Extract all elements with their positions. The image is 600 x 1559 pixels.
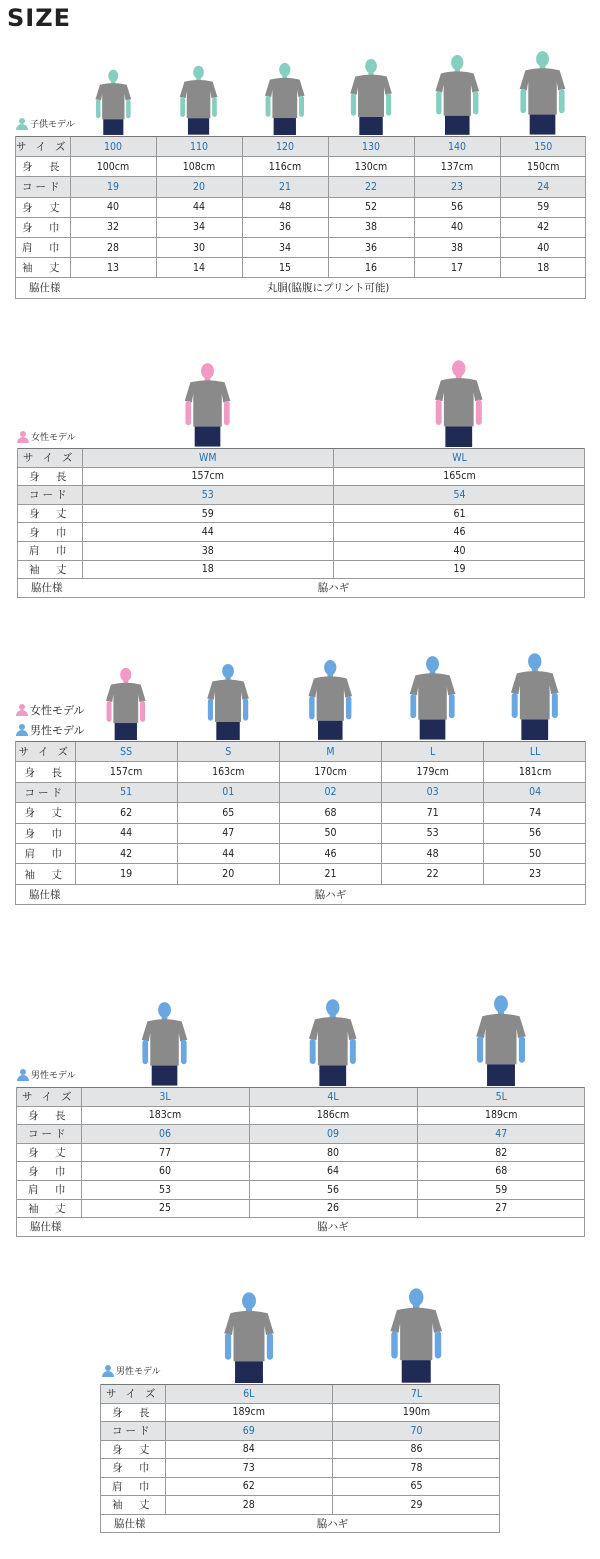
cell-size: 7L [333,1385,501,1404]
row-label-size: サ イ ズ [15,742,75,762]
model-photo [202,662,254,744]
model-photo [218,1290,280,1387]
woman-model-figure [101,666,151,740]
cell-width: 73 [165,1459,333,1478]
row-label-width: 身 巾 [100,1459,165,1478]
cell-height: 137cm [414,157,500,177]
cell-code: 22 [328,177,414,197]
row-label-width: 身 巾 [15,823,75,843]
row-label-height: 身 長 [100,1403,165,1422]
cell-height: 165cm [334,467,586,486]
cell-length: 59 [500,197,586,217]
row-label-height: 身 長 [15,157,70,177]
cell-code: 06 [81,1125,249,1144]
cell-sleeve: 28 [165,1496,333,1515]
cell-height: 186cm [249,1106,417,1125]
row-label-length: 身 丈 [15,197,70,217]
cell-sleeve: 17 [414,258,500,278]
legend-label: 女性モデル [30,704,85,717]
row-label-height: 身 長 [16,1106,81,1125]
cell-sleeve: 26 [249,1199,417,1218]
cell-sleeve: 13 [70,258,156,278]
model-photo [136,1000,193,1090]
cell-length: 61 [334,504,586,523]
cell-code: 03 [382,782,484,802]
cell-size: WM [82,449,334,468]
cell-length: 71 [382,803,484,823]
man-person-icon [17,1069,29,1081]
cell-code: 01 [177,782,279,802]
row-label-shoulder: 肩 巾 [15,237,70,257]
row-label-code: コード [15,177,70,197]
row-label-size: サ イ ズ [15,137,70,157]
kid-model-figure [91,68,136,135]
legend-label: 女性モデル [31,433,76,443]
model-photo [179,361,236,451]
cell-width: 34 [156,217,242,237]
cell-height: 130cm [328,157,414,177]
cell-length: 48 [242,197,328,217]
cell-length: 65 [177,803,279,823]
man-model-figure [202,662,254,740]
cell-code: 09 [249,1125,417,1144]
legend-label: 子供モデル [30,120,75,130]
model-photo [303,658,358,744]
side-seam-note: 脇ハギ [82,579,585,598]
model-photo [470,993,532,1090]
cell-height: 170cm [279,762,381,782]
woman-person-icon [16,704,28,716]
cell-shoulder: 62 [165,1477,333,1496]
side-seam-note: 丸胴(脇腹にプリント可能) [70,278,586,298]
model-photo [514,49,571,139]
cell-height: 181cm [484,762,586,782]
model-photo [91,68,136,139]
model-legend [102,1364,161,1377]
cell-code: 24 [500,177,586,197]
row-label-size: サ イ ズ [100,1385,165,1404]
cell-sleeve: 16 [328,258,414,278]
cell-size: 120 [242,137,328,157]
cell-height: 108cm [156,157,242,177]
row-label-shoulder: 肩 巾 [17,541,82,560]
cell-length: 80 [249,1143,417,1162]
cell-sleeve: 22 [382,864,484,884]
cell-height: 183cm [81,1106,249,1125]
cell-sleeve: 21 [279,864,381,884]
model-legend [17,1068,76,1081]
model-legend [16,722,84,738]
cell-width: 56 [484,823,586,843]
cell-length: 84 [165,1440,333,1459]
model-photo [505,651,565,744]
row-label-note: 脇仕様 [100,1514,165,1533]
cell-shoulder: 40 [500,237,586,257]
cell-code: 23 [414,177,500,197]
cell-length: 82 [417,1143,585,1162]
cell-size: 140 [414,137,500,157]
cell-code: 53 [82,486,334,505]
man-person-icon [102,1365,114,1377]
cell-length: 52 [328,197,414,217]
row-label-size: サ イ ズ [17,449,82,468]
cell-length: 40 [70,197,156,217]
cell-size: SS [75,742,177,762]
cell-width: 53 [382,823,484,843]
cell-sleeve: 14 [156,258,242,278]
cell-size: WL [334,449,586,468]
cell-size: 5L [417,1088,585,1107]
model-legend [16,117,75,130]
man-person-icon [16,724,28,736]
side-seam-note: 脇ハギ [75,884,586,904]
cell-width: 60 [81,1162,249,1181]
model-photo [404,654,461,744]
table-frame [16,1087,585,1236]
cell-width: 44 [82,523,334,542]
row-label-length: 身 丈 [17,504,82,523]
cell-length: 68 [279,803,381,823]
model-photo [303,997,363,1090]
cell-size: S [177,742,279,762]
cell-width: 78 [333,1459,501,1478]
row-label-width: 身 巾 [17,523,82,542]
model-photo [101,666,151,744]
row-label-sleeve: 袖 丈 [17,560,82,579]
cell-size: 4L [249,1088,417,1107]
cell-sleeve: 18 [82,560,334,579]
model-photo [260,61,310,139]
cell-length: 56 [414,197,500,217]
row-label-sleeve: 袖 丈 [100,1496,165,1515]
cell-shoulder: 40 [334,541,586,560]
cell-code: 04 [484,782,586,802]
row-label-width: 身 巾 [15,217,70,237]
cell-width: 50 [279,823,381,843]
cell-height: 189cm [165,1403,333,1422]
cell-sleeve: 25 [81,1199,249,1218]
cell-width: 38 [328,217,414,237]
row-label-height: 身 長 [17,467,82,486]
man-model-figure [218,1290,280,1383]
cell-sleeve: 20 [177,864,279,884]
legend-label: 男性モデル [116,1367,161,1377]
cell-shoulder: 56 [249,1180,417,1199]
cell-code: 69 [165,1422,333,1441]
cell-sleeve: 23 [484,864,586,884]
row-label-code: コード [100,1422,165,1441]
model-legend [17,430,76,443]
cell-sleeve: 19 [334,560,586,579]
page-title: SIZE [7,4,72,32]
man-model-figure [505,651,565,740]
cell-size: 6L [165,1385,333,1404]
kid-person-icon [16,118,28,130]
side-seam-note: 脇ハギ [81,1218,585,1237]
cell-height: 189cm [417,1106,585,1125]
cell-width: 36 [242,217,328,237]
cell-height: 190m [333,1403,501,1422]
cell-sleeve: 27 [417,1199,585,1218]
model-photo [430,53,485,139]
woman-model-figure [179,361,236,447]
cell-size: 150 [500,137,586,157]
row-label-sleeve: 袖 丈 [15,864,75,884]
cell-shoulder: 28 [70,237,156,257]
cell-size: 130 [328,137,414,157]
row-label-width: 身 巾 [16,1162,81,1181]
row-label-code: コード [15,782,75,802]
cell-shoulder: 59 [417,1180,585,1199]
kid-model-figure [345,57,397,135]
cell-code: 54 [334,486,586,505]
row-label-shoulder: 肩 巾 [16,1180,81,1199]
row-label-note: 脇仕様 [15,884,75,904]
row-label-note: 脇仕様 [16,1218,81,1237]
cell-length: 44 [156,197,242,217]
row-label-length: 身 丈 [100,1440,165,1459]
row-label-note: 脇仕様 [17,579,82,598]
cell-width: 64 [249,1162,417,1181]
cell-sleeve: 18 [500,258,586,278]
kid-model-figure [260,61,310,135]
cell-height: 157cm [82,467,334,486]
cell-code: 02 [279,782,381,802]
cell-sleeve: 19 [75,864,177,884]
row-label-note: 脇仕様 [15,278,70,298]
man-model-figure [404,654,461,740]
row-label-shoulder: 肩 巾 [100,1477,165,1496]
cell-shoulder: 46 [279,843,381,863]
cell-shoulder: 53 [81,1180,249,1199]
cell-code: 21 [242,177,328,197]
kid-model-figure [175,64,222,135]
model-legend [16,702,84,718]
cell-width: 47 [177,823,279,843]
cell-length: 62 [75,803,177,823]
cell-width: 46 [334,523,586,542]
man-model-figure [303,658,358,740]
model-photo [175,64,222,139]
man-model-figure [303,997,363,1086]
cell-sleeve: 29 [333,1496,501,1515]
table-frame [100,1384,500,1532]
woman-person-icon [17,431,29,443]
man-model-figure [470,993,532,1086]
cell-length: 86 [333,1440,501,1459]
cell-width: 68 [417,1162,585,1181]
cell-shoulder: 30 [156,237,242,257]
cell-code: 70 [333,1422,501,1441]
row-label-shoulder: 肩 巾 [15,843,75,863]
row-label-code: コード [17,486,82,505]
cell-width: 32 [70,217,156,237]
cell-height: 100cm [70,157,156,177]
cell-shoulder: 65 [333,1477,501,1496]
cell-code: 47 [417,1125,585,1144]
table-frame [15,741,586,904]
row-label-height: 身 長 [15,762,75,782]
cell-size: 110 [156,137,242,157]
model-photo [384,1286,448,1387]
cell-sleeve: 15 [242,258,328,278]
kid-model-figure [514,49,571,135]
kid-model-figure [430,53,485,135]
woman-model-figure [429,358,489,447]
cell-size: 100 [70,137,156,157]
row-label-code: コード [16,1125,81,1144]
table-frame [15,136,586,298]
cell-shoulder: 36 [328,237,414,257]
cell-shoulder: 38 [82,541,334,560]
man-model-figure [136,1000,193,1086]
cell-code: 20 [156,177,242,197]
cell-shoulder: 42 [75,843,177,863]
cell-shoulder: 34 [242,237,328,257]
cell-height: 116cm [242,157,328,177]
row-label-sleeve: 袖 丈 [15,258,70,278]
cell-height: 157cm [75,762,177,782]
cell-height: 179cm [382,762,484,782]
cell-height: 163cm [177,762,279,782]
cell-length: 74 [484,803,586,823]
cell-shoulder: 44 [177,843,279,863]
cell-height: 150cm [500,157,586,177]
cell-code: 19 [70,177,156,197]
legend-label: 男性モデル [31,1071,76,1081]
row-label-length: 身 丈 [15,803,75,823]
side-seam-note: 脇ハギ [165,1514,500,1533]
man-model-figure [384,1286,448,1383]
cell-size: M [279,742,381,762]
cell-size: 3L [81,1088,249,1107]
cell-width: 44 [75,823,177,843]
row-label-sleeve: 袖 丈 [16,1199,81,1218]
cell-code: 51 [75,782,177,802]
cell-shoulder: 38 [414,237,500,257]
legend-label: 男性モデル [30,724,85,737]
cell-length: 77 [81,1143,249,1162]
cell-size: LL [484,742,586,762]
cell-shoulder: 48 [382,843,484,863]
cell-width: 40 [414,217,500,237]
cell-length: 59 [82,504,334,523]
model-photo [345,57,397,139]
cell-size: L [382,742,484,762]
cell-shoulder: 50 [484,843,586,863]
cell-width: 42 [500,217,586,237]
table-frame [17,448,585,597]
model-photo [429,358,489,451]
row-label-size: サ イ ズ [16,1088,81,1107]
row-label-length: 身 丈 [16,1143,81,1162]
